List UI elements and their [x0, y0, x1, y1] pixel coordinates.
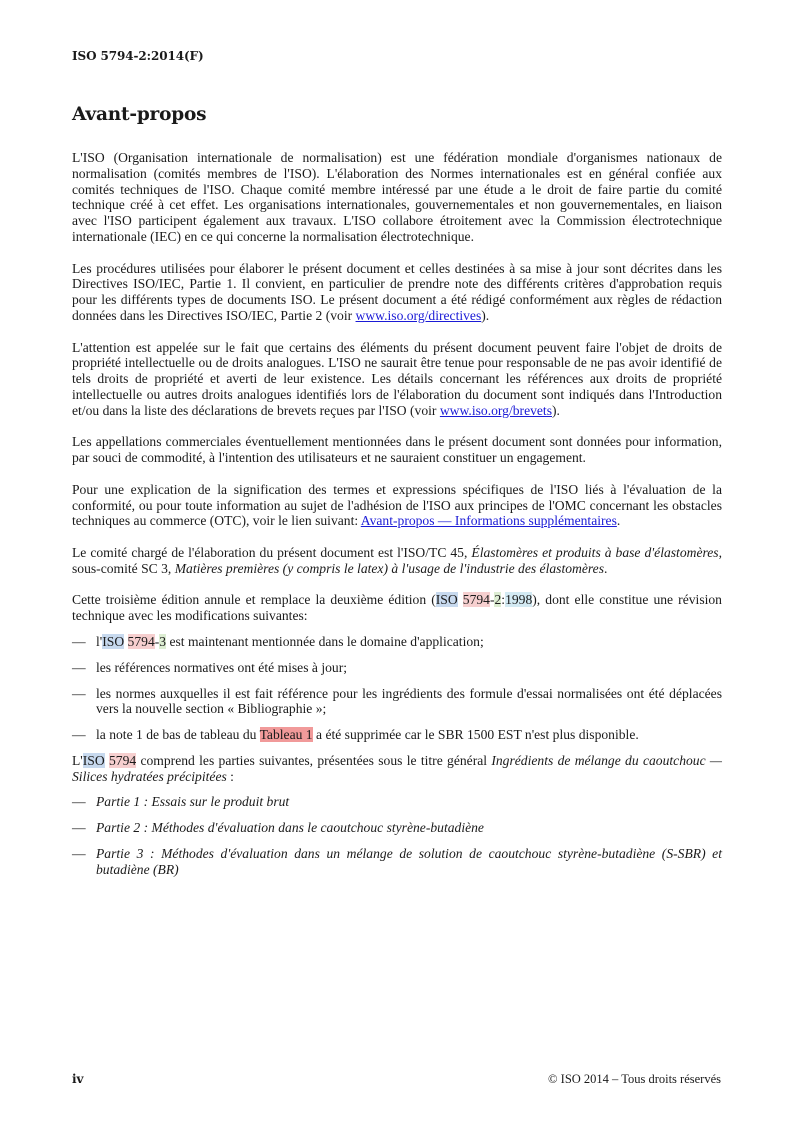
list-item: — la note 1 de bas de tableau du Tableau 1 a été supprimée car le SBR 1500 EST n'est plus disponible. [72, 727, 639, 743]
supplementary-info-link[interactable]: Avant-propos — Informations supplémentaires [360, 513, 617, 529]
table-reference: Tableau 1 [259, 727, 313, 743]
page-number: iv [72, 1072, 84, 1086]
list-item: — les normes auxquelles il est fait référence pour les ingrédients des formule d'essai normalisées ont été déplacées vers la nouvelle section « Bibliographie »; [72, 685, 722, 717]
list-item: — les références normatives ont été mises à jour; [72, 659, 348, 675]
paragraph-committee: Le comité chargé de l'élaboration du présent document est l'ISO/TC 45, Élastomères et produits à base d'élastomères, sous-comité SC 3, Matières premières (y compris le latex) à l'usage de l'industrie des élastomères. [72, 544, 722, 576]
parts-list [72, 794, 722, 877]
ref-part: 2 [494, 592, 502, 608]
paragraph-iso-intro: L'ISO (Organisation internationale de normalisation) est une fédération mondiale d'organismes nationaux de normalisation (comités membres de l'ISO). L'élaboration des Normes internationales est en général confiée aux comités techniques de l'ISO. Chaque comité membre intéressé par une étude a le droit de faire partie du comité technique créé à cet effet. Les organisations internationales, gouvernementales et non gouvernementales, en liaison avec l'ISO participent également aux travaux. L'ISO collabore étroitement avec la Commission électrotechnique internationale (IEC) en ce qui concerne la normalisation électrotechnique. [72, 150, 722, 244]
document-reference: ISO 5794-2:2014(F) [72, 49, 204, 63]
foreword-body [72, 150, 722, 888]
paragraph-conformity: Pour une explication de la signification des termes et expressions spécifiques de l'ISO liés à l'évaluation de la conformité, ou pour toute information au sujet de l'adhésion de l'ISO aux principes de l'OMC concernant les obstacles techniques au commerce (OTC), voir le lien suivant: Avant-propos — Informations supplémentaires. [72, 481, 722, 529]
paragraph-trade-names: Les appellations commerciales éventuellement mentionnées dans le présent document sont données pour information, par souci de commodité, à l'intention des utilisateurs et ne sauraient constituer un engagement. [72, 434, 722, 466]
ref-number: 5794 [462, 592, 490, 608]
list-item: — Partie 2 : Méthodes d'évaluation dans le caoutchouc styrène-butadiène [72, 820, 484, 836]
paragraph-procedures: Les procédures utilisées pour élaborer le présent document et celles destinées à sa mise à jour sont décrites dans les Directives ISO/IEC, Partie 1. Il convient, en particulier de prendre note des différents critères d'approbation requis pour les différents types de documents ISO. Le présent document a été rédigé conformément aux règles de rédaction données dans les Directives ISO/IEC, Partie 2 (voir www.iso.org/directives). [72, 260, 722, 323]
list-item: — Partie 3 : Méthodes d'évaluation dans un mélange de solution de caoutchouc styrène-butadiène (S-SBR) et butadiène (BR) [72, 846, 722, 877]
copyright-notice: © ISO 2014 – Tous droits réservés [548, 1072, 721, 1086]
ref-iso: ISO [435, 592, 458, 608]
paragraph-parts-intro: L'ISO 5794 comprend les parties suivantes, présentées sous le titre général Ingrédients de mélange du caoutchouc — Silices hydratées précipitées : [72, 752, 722, 784]
paragraph-edition: Cette troisième édition annule et remplace la deuxième édition (ISO 5794-2:1998), dont elle constitue une révision technique avec les modifications suivantes: [72, 592, 722, 624]
list-item: — Partie 1 : Essais sur le produit brut [72, 794, 290, 810]
directives-link[interactable]: www.iso.org/directives [355, 307, 482, 323]
paragraph-patents: L'attention est appelée sur le fait que certains des éléments du présent document peuvent faire l'objet de droits de propriété intellectuelle ou de droits analogues. L'ISO ne saurait être tenue pour responsable de ne pas avoir identifié de tels droits de propriété et averti de leur existence. Les détails concernant les références aux droits de propriété intellectuelle ou autres droits analogues identifiés lors de l'élaboration du document sont indiqués dans l'Introduction et/ou dans la liste des déclarations de brevets reçues par l'ISO (voir www.iso.org/brevets). [72, 339, 722, 418]
page-title: Avant-propos [72, 104, 207, 125]
patents-link[interactable]: www.iso.org/brevets [439, 402, 552, 418]
ref-year: 1998 [505, 592, 533, 608]
changes-list [72, 634, 722, 743]
list-item: — l'ISO 5794-3 est maintenant mentionnée dans le domaine d'application; [72, 633, 484, 649]
